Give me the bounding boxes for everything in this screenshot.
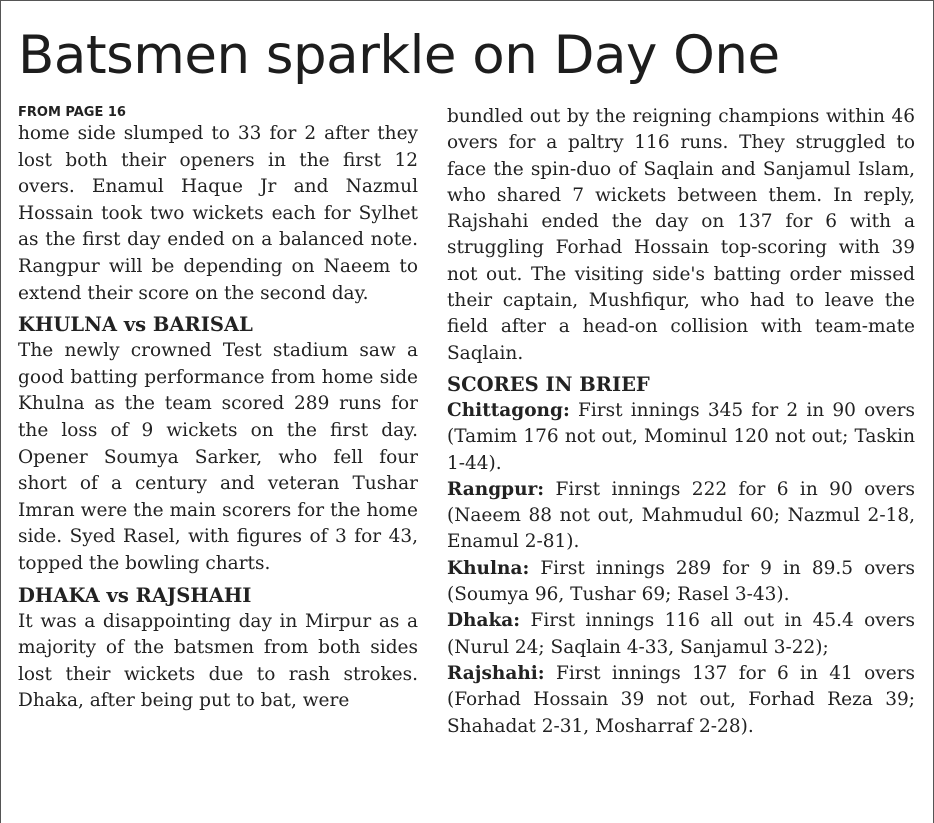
score-text: First innings 222 for 6 in 90 overs (Naeem 88 not out, Mahmudul 60; Nazmul 2-18, Enamul 2-81). (447, 478, 915, 553)
right-paragraph-1: bundled out by the reigning champions within 46 overs for a paltry 116 runs. They struggled to face the spin-duo of Saqlain and Sanjamul Islam, who shared 7 wickets between them. In reply, Rajshahi ended the day on 137 for 6 with a struggling Forhad Hossain top-scoring with 39 not out. The visiting side's batting order missed their captain, Mushfiqur, who had to leave the field after a head-on collision with team-mate Saqlain. (447, 106, 915, 364)
score-team: Rajshahi: (447, 662, 545, 684)
score-team: Chittagong: (447, 399, 570, 421)
score-text: First innings 137 for 6 in 41 overs (Forhad Hossain 39 not out, Forhad Reza 39; Shahadat 2-31, Mosharraf 2-28). (447, 662, 915, 737)
score-line (447, 398, 915, 477)
right-column (447, 104, 915, 740)
subheading-dhaka-rajshahi: DHAKA vs RAJSHAHI (18, 583, 252, 607)
score-team: Dhaka: (447, 610, 521, 632)
subheading-khulna-barisal: KHULNA vs BARISAL (18, 313, 253, 337)
score-text: First innings 345 for 2 in 90 overs (Tamim 176 not out, Mominul 120 not out; Taskin 1-44). (447, 399, 915, 474)
score-line (447, 661, 915, 740)
score-line (447, 556, 915, 609)
score-team: Rangpur: (447, 478, 545, 500)
subheading-scores-in-brief: SCORES IN BRIEF (447, 372, 650, 396)
kicker-from-page: FROM PAGE 16 (18, 105, 126, 120)
score-line (447, 477, 915, 556)
score-line (447, 608, 915, 661)
left-paragraph-3: It was a disappointing day in Mirpur as a majority of the batsmen from both sides lost their wickets due to rash strokes. Dhaka, after being put to bat, were (18, 610, 418, 712)
left-paragraph-1: home side slumped to 33 for 2 after they lost both their openers in the first 12 overs. Enamul Haque Jr and Nazmul Hossain took two wickets each for Sylhet as the first day ended on a balanced note. Rangpur will be depending on Naeem to extend their score on the second day. (18, 123, 418, 304)
score-team: Khulna: (447, 557, 530, 579)
left-paragraph-2: The newly crowned Test stadium saw a good batting performance from home side Khulna as the team scored 289 runs for the loss of 9 wickets on the first day. Opener Soumya Sarker, who fell four short of a century and veteran Tushar Imran were the main scorers for the home side. Syed Rasel, with figures of 3 for 43, topped the bowling charts. (18, 340, 418, 574)
left-column (18, 103, 418, 715)
score-text: First innings 116 all out in 45.4 overs (Nurul 24; Saqlain 4-33, Sanjamul 3-22); (447, 610, 915, 658)
score-text: First innings 289 for 9 in 89.5 overs (Soumya 96, Tushar 69; Rasel 3-43). (447, 557, 915, 606)
headline: Batsmen sparkle on Day One (18, 25, 780, 86)
